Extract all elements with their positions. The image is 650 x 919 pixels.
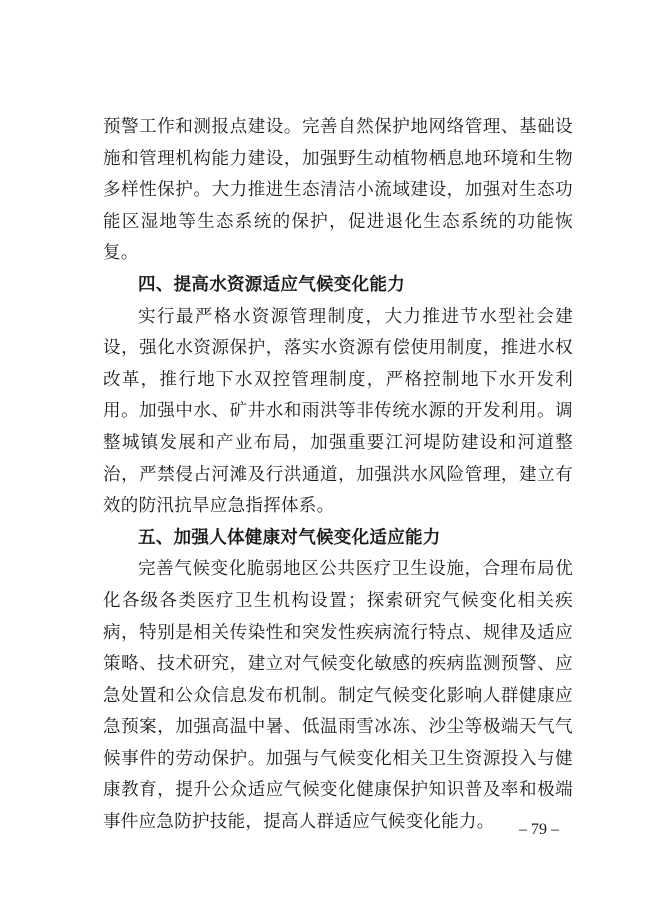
paragraph-ecosystem-protection: 预警工作和测报点建设。完善自然保护地网络管理、基础设施和管理机构能力建设，加强野生动植物栖息地环境和生物多样性保护。大力推进生态清洁小流域建设，加强对生态功能区湿地等生态系统的保护，促进退化生态系统的功能恢复。: [103, 117, 573, 264]
document-body: [103, 112, 573, 839]
paragraph-human-health: 完善气候变化脆弱地区公共医疗卫生设施，合理布局优化各级各类医疗卫生机构设置；探索研究气候变化相关疾病，特别是相关传染性和突发性疾病流行特点、规律及适应策略、技术研究，建立对气候变化敏感的疾病监测预警、应急处置和公众信息发布机制。制定气候变化影响人群健康应急预案，加强高温中暑、低温雨雪冰冻、沙尘等极端天气气候事件的劳动保护。加强与气候变化相关卫生资源投入与健康教育，提升公众适应气候变化健康保护知识普及率和极端事件应急防护技能，提高人群适应气候变化能力。: [103, 559, 573, 833]
section-heading-water-resources: 四、提高水资源适应气候变化能力: [138, 274, 405, 295]
page-number: – 79 –: [519, 821, 559, 838]
section-heading-human-health: 五、加强人体健康对气候变化适应能力: [138, 527, 441, 548]
paragraph-water-resources: 实行最严格水资源管理制度，大力推进节水型社会建设，强化水资源保护，落实水资源有偿使用制度，推进水权改革，推行地下水双控管理制度，严格控制地下水开发利用。加强中水、矿井水和雨洪等非传统水源的开发利用。调整城镇发展和产业布局，加强重要江河堤防建设和河道整治，严禁侵占河滩及行洪通道，加强洪水风险管理，建立有效的防汛抗旱应急指挥体系。: [103, 306, 573, 517]
